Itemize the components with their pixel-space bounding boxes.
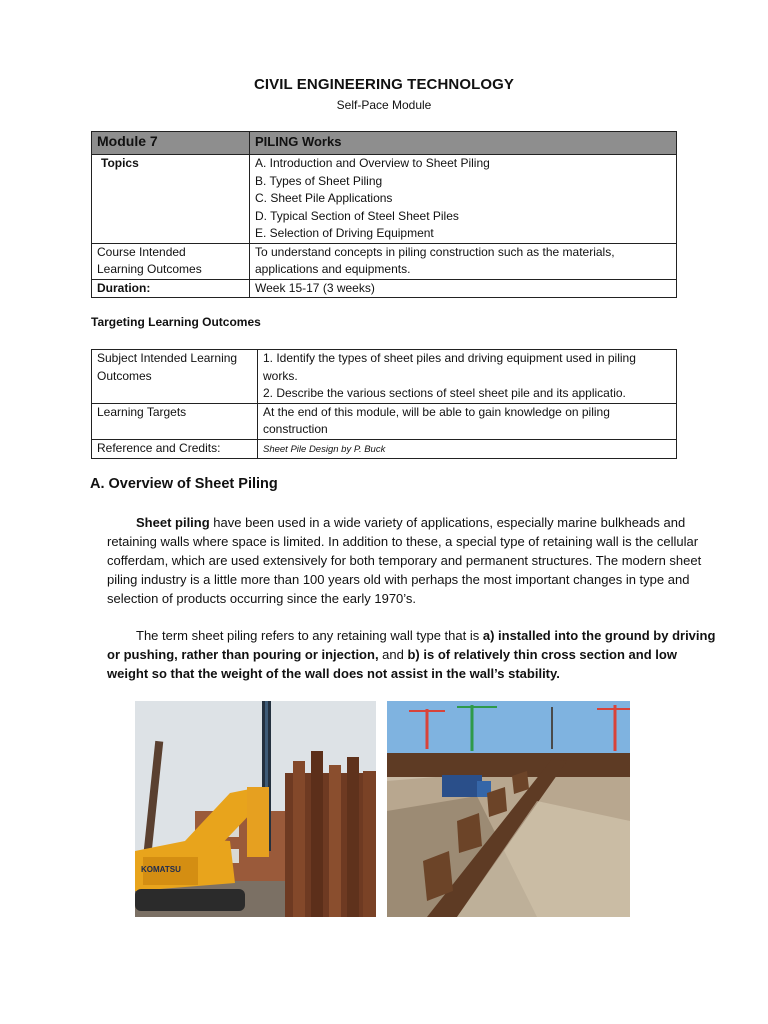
topic-item: A. Introduction and Overview to Sheet Piling xyxy=(255,156,490,170)
silo-label: Subject Intended Learning Outcomes xyxy=(92,350,258,404)
section-heading: A. Overview of Sheet Piling xyxy=(90,476,278,492)
duration-value: Week 15-17 (3 weeks) xyxy=(250,279,677,298)
overview-paragraph-2 xyxy=(107,626,717,683)
targets-row xyxy=(92,403,677,439)
document-title: CIVIL ENGINEERING TECHNOLOGY xyxy=(253,76,515,93)
targets-label: Learning Targets xyxy=(92,403,258,439)
silo-list xyxy=(258,350,677,404)
far-pile-wall xyxy=(387,753,630,777)
photo-sheet-pile-trench xyxy=(387,701,630,917)
machine-brand: KOMATSU xyxy=(141,865,181,874)
module-label: Module 7 xyxy=(92,132,250,155)
reference-citation: Sheet Pile Design by P. Buck xyxy=(263,443,386,455)
criterion-a: a) installed into the ground by driving or pushing, rather than pouring or injection, xyxy=(107,628,716,662)
reference-row xyxy=(92,439,677,459)
cilo-label xyxy=(92,243,250,279)
outcomes-table xyxy=(91,349,677,459)
topic-item: B. Types of Sheet Piling xyxy=(255,173,383,188)
topic-item: D. Typical Section of Steel Sheet Piles xyxy=(255,208,459,223)
reference-text xyxy=(258,439,677,459)
overview-paragraph-1 xyxy=(107,513,717,608)
criterion-b: b) is of relatively thin cross section and low weight so that the weight of the wall does not assist in the wall’s stability. xyxy=(107,647,677,681)
photo-trench-illustration xyxy=(387,701,630,917)
paragraph-text: The term sheet piling refers to any retaining wall type that is xyxy=(136,628,483,643)
module-info-table xyxy=(91,131,677,298)
topic-item: C. Sheet Pile Applications xyxy=(255,191,393,205)
topic-item: E. Selection of Driving Equipment xyxy=(255,226,434,240)
cilo-text: To understand concepts in piling construction such as the materials, applications and equipments. xyxy=(250,243,677,279)
truck xyxy=(442,775,482,797)
document-subtitle: Self-Pace Module xyxy=(336,98,432,112)
module-header-row xyxy=(92,132,677,155)
photo-excavator-sheet-piles xyxy=(135,701,376,917)
cilo-label-line: Learning Outcomes xyxy=(97,262,202,276)
duration-label: Duration: xyxy=(92,279,250,298)
reference-label: Reference and Credits: xyxy=(92,439,258,459)
sheet-piling-term: Sheet piling xyxy=(136,515,210,530)
photo-excavator-illustration xyxy=(135,701,376,917)
silo-row xyxy=(92,350,677,404)
excavator-boom xyxy=(247,787,269,857)
topics-label: Topics xyxy=(92,155,250,244)
duration-row xyxy=(92,279,677,298)
paragraph-text: and xyxy=(378,647,408,662)
targeting-label: Targeting Learning Outcomes xyxy=(91,315,261,329)
cilo-label-line: Course Intended xyxy=(97,244,186,259)
paragraph-text: have been used in a wide variety of applications, especially marine bulkheads and retaining walls where space is limited. In addition to these, a special type of retaining wall is the cellular cofferdam, which are used extensively for both temporary and permanent structures. The modern sheet piling industry is a little more than 100 years old with perhaps the most important changes in type and selection of products occurring since the early 1970’s. xyxy=(107,515,702,606)
silo-item: 1. Identify the types of sheet piles and driving equipment used in piling works. xyxy=(263,351,636,383)
cilo-row xyxy=(92,243,677,279)
excavator-tracks xyxy=(135,889,245,911)
targets-text: At the end of this module, will be able to gain knowledge on piling construction xyxy=(258,403,677,439)
module-title: PILING Works xyxy=(250,132,677,155)
topics-row xyxy=(92,155,677,244)
silo-item: 2. Describe the various sections of steel sheet pile and its applicatio. xyxy=(263,386,626,400)
topics-list xyxy=(250,155,677,244)
